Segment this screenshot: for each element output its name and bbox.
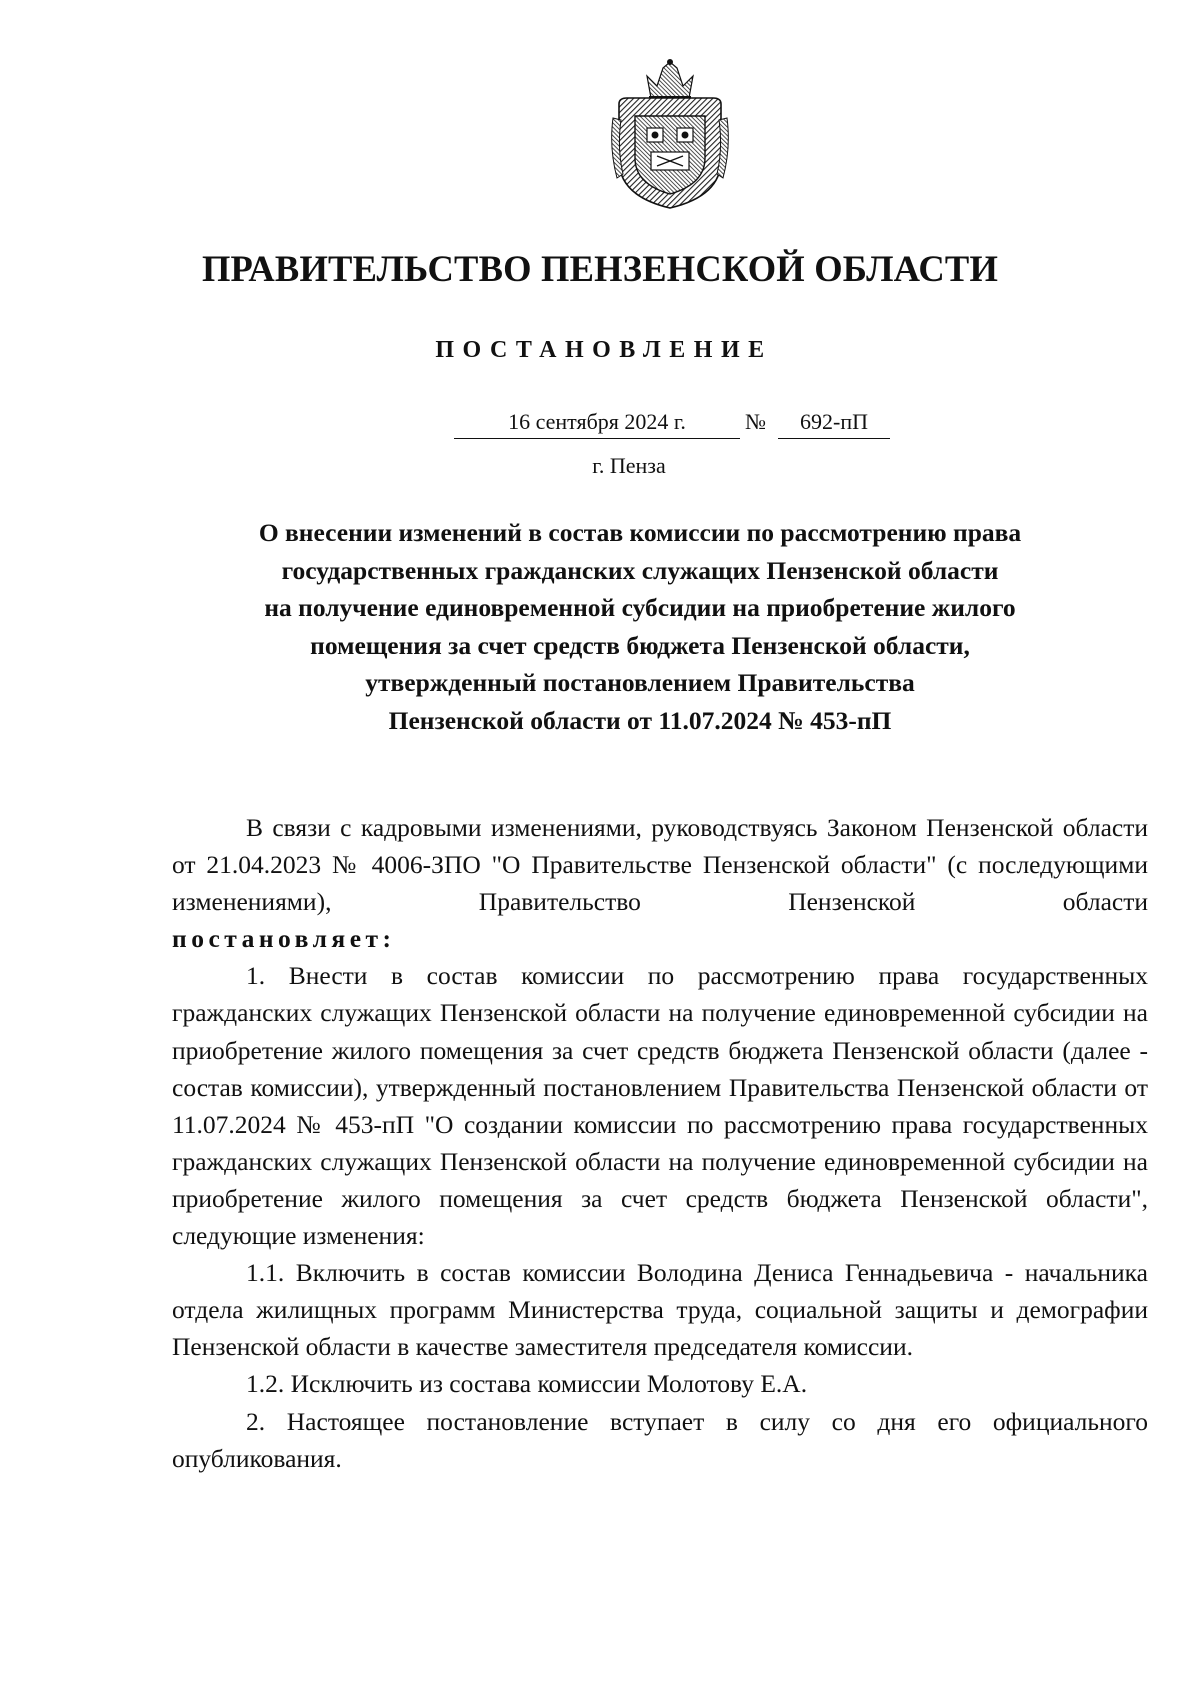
city: г. Пенза	[592, 453, 666, 478]
subject-line: на получение единовременной субсидии на приобретение жилого	[264, 593, 1016, 622]
item-paragraph: 1.2. Исключить из состава комиссии Молотову Е.А.	[246, 1369, 808, 1399]
item-paragraph: 1.1. Включить в состав комиссии Володина Дениса Геннадьевича - начальника отдела жилищных программ Министерства труда, социальной защиты и демографии Пензенской области в качестве заместителя председателя комиссии.	[172, 1258, 1148, 1362]
resolves-paragraph	[172, 920, 1148, 957]
number-sign: №	[745, 409, 766, 434]
item-paragraph: 1. Внести в состав комиссии по рассмотрению права государственных гражданских служащих Пензенской области на получение единовременной субсидии на приобретение жилого помещения за счет средств бюджета Пензенской области (далее - состав комиссии), утвержденный постановлением Правительства Пензенской области от 11.07.2024 № 453-пП "О создании комиссии по рассмотрению права государственных гражданских служащих Пензенской области на получение единовременной субсидии на приобретение жилого помещения за счет средств бюджета Пензенской области", следующие изменения:	[172, 961, 1148, 1251]
date-number-line	[0, 409, 1200, 441]
subject-line: помещения за счет средств бюджета Пензенской области,	[310, 630, 970, 660]
resolves-word: постановляет:	[172, 924, 396, 954]
organization-title: ПРАВИТЕЛЬСТВО ПЕНЗЕНСКОЙ ОБЛАСТИ	[201, 248, 999, 289]
document-date: 16 сентября 2024 г.	[454, 409, 740, 439]
document-subject	[200, 514, 1080, 739]
subject-line: утвержденный постановлением Правительства	[365, 668, 915, 697]
document-type: ПОСТАНОВЛЕНИЕ	[435, 337, 773, 363]
document-body	[172, 809, 1148, 1477]
subject-line: Пензенской области от 11.07.2024 № 453-пП	[388, 705, 892, 735]
coat-of-arms-icon	[611, 58, 729, 213]
item-paragraph: 2. Настоящее постановление вступает в силу со дня его официального опубликования.	[172, 1406, 1148, 1473]
preamble-text: В связи с кадровыми изменениями, руководствуясь Законом Пензенской области от 21.04.2023 № 4006-ЗПО "О Правительстве Пензенской области" (с последующими изменениями), Правительство Пензенской области	[172, 813, 1148, 917]
document-number: 692-пП	[778, 409, 890, 439]
subject-line: О внесении изменений в состав комиссии по рассмотрению права	[258, 518, 1022, 547]
subject-line: государственных гражданских служащих Пензенской области	[281, 555, 999, 585]
preamble-paragraph	[172, 809, 1148, 920]
